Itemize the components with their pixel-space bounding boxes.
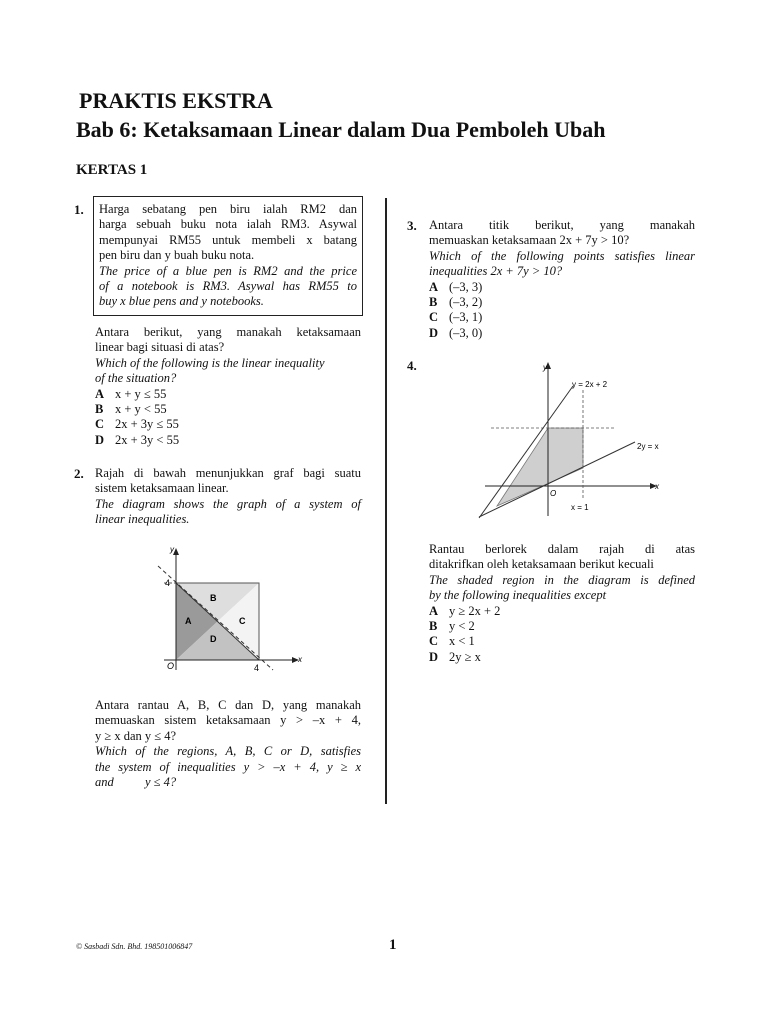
region-b-label: B — [210, 593, 217, 603]
column-divider — [385, 198, 387, 804]
q2-tick-x: 4 — [254, 663, 260, 673]
q4-x-axis-label: x — [655, 482, 659, 491]
q2-intro-en-line: The diagram shows the graph of a system of — [95, 496, 361, 511]
q1-number: 1. — [74, 202, 84, 217]
paper-label: KERTAS 1 — [76, 162, 148, 178]
q4-option-c: C x < 1 — [429, 634, 475, 649]
region-c-label: C — [239, 616, 246, 626]
q2-graph — [150, 540, 310, 680]
q2-intro-line: sistem ketaksamaan linear. — [95, 481, 229, 496]
q2-number: 2. — [74, 466, 84, 481]
region-a-label: A — [185, 616, 192, 626]
q2-question-en-line: and y ≤ 4? — [95, 775, 177, 790]
q1-question-line: linear bagi situasi di atas? — [95, 340, 225, 355]
q1-option-b: B x + y < 55 — [95, 402, 167, 417]
q4-option-a: A y ≥ 2x + 2 — [429, 603, 501, 618]
q3-number: 3. — [407, 218, 417, 233]
q1-question-en-line: Which of the following is the linear inequality — [95, 355, 325, 370]
q3-question-en-line: Which of the following points satisfies linear — [429, 248, 695, 263]
q4-option-d: D 2y ≥ x — [429, 649, 481, 664]
q4-question-en-line: by the following inequalities except — [429, 588, 607, 603]
q4-line2-label: 2y = x — [637, 442, 659, 451]
q4-question-en-line: The shaded region in the diagram is defined — [429, 572, 695, 587]
page-number: 1 — [389, 937, 397, 953]
q3-question-line: Antara titik berikut, yang manakah — [429, 218, 695, 232]
q2-question-line: Antara rantau A, B, C dan D, yang manakah — [95, 698, 361, 712]
footer-copyright: © Sasbadi Sdn. Bhd. 198501006847 — [76, 942, 193, 951]
q2-origin-label: O — [167, 661, 175, 671]
q4-option-b: B y < 2 — [429, 619, 475, 634]
q4-graph — [475, 360, 675, 530]
q1-box-line: Harga sebatang pen biru ialah RM2 dan — [99, 202, 357, 216]
q4-question-line: Rantau berlorek dalam rajah di atas — [429, 542, 695, 556]
q1-box-line: pen biru dan y buah buku nota. — [99, 248, 255, 263]
q2-question-en-line: the system of inequalities y > –x + 4, y ≥ x — [95, 759, 361, 774]
q2-question-line: y ≥ x dan y ≤ 4? — [95, 728, 177, 743]
q3-option-c: C (–3, 1) — [429, 310, 483, 325]
chapter-title: Bab 6: Ketaksamaan Linear dalam Dua Pemboleh Ubah — [76, 117, 606, 142]
q2-question-en-line: Which of the regions, A, B, C or D, satisfies — [95, 744, 361, 759]
q4-line3-label: x = 1 — [571, 503, 589, 512]
q2-intro-en-line: linear inequalities. — [95, 512, 190, 527]
q2-question-line: memuaskan sistem ketaksamaan y > –x + 4, — [95, 713, 361, 728]
region-d-label: D — [210, 634, 217, 644]
q4-question-line: ditakrifkan oleh ketaksamaan berikut kecuali — [429, 557, 654, 572]
q4-number: 4. — [407, 358, 417, 373]
q2-intro-line: Rajah di bawah menunjukkan graf bagi suatu — [95, 466, 361, 480]
q1-option-a: A x + y ≤ 55 — [95, 386, 167, 401]
q3-option-d: D (–3, 0) — [429, 325, 483, 340]
page-title: PRAKTIS EKSTRA — [79, 88, 273, 113]
q4-y-axis-label: y — [543, 363, 547, 372]
q3-question-en-line: inequalities 2x + 7y > 10? — [429, 264, 563, 279]
q1-context-box — [93, 196, 363, 316]
q1-box-en-line: buy x blue pens and y notebooks. — [99, 294, 264, 309]
q4-origin-label: O — [550, 489, 557, 498]
q1-question-en-line: of the situation? — [95, 371, 177, 386]
q2-y-axis-label: y — [170, 545, 174, 554]
q1-box-line: mempunyai RM55 untuk membeli x batang — [99, 232, 357, 247]
q3-option-b: B (–3, 2) — [429, 295, 483, 310]
q1-box-en-line: of a notebook is RM3. Asywal has RM55 to — [99, 279, 357, 294]
q2-tick-y: 4 — [165, 578, 171, 588]
q3-question-line: memuaskan ketaksamaan 2x + 7y > 10? — [429, 233, 630, 248]
q1-question-line: Antara berikut, yang manakah ketaksamaan — [95, 325, 361, 339]
q2-x-axis-label: x — [298, 655, 302, 664]
q1-option-d: D 2x + 3y < 55 — [95, 432, 180, 447]
q4-shaded-region — [497, 428, 583, 506]
q1-box-en-line: The price of a blue pen is RM2 and the price — [99, 263, 357, 278]
q1-option-c: C 2x + 3y ≤ 55 — [95, 417, 179, 432]
q1-box-line: harga sebuah buku nota ialah RM3. Asywal — [99, 217, 357, 232]
q3-option-a: A (–3, 3) — [429, 279, 483, 294]
q4-line1-label: y = 2x + 2 — [572, 380, 608, 389]
